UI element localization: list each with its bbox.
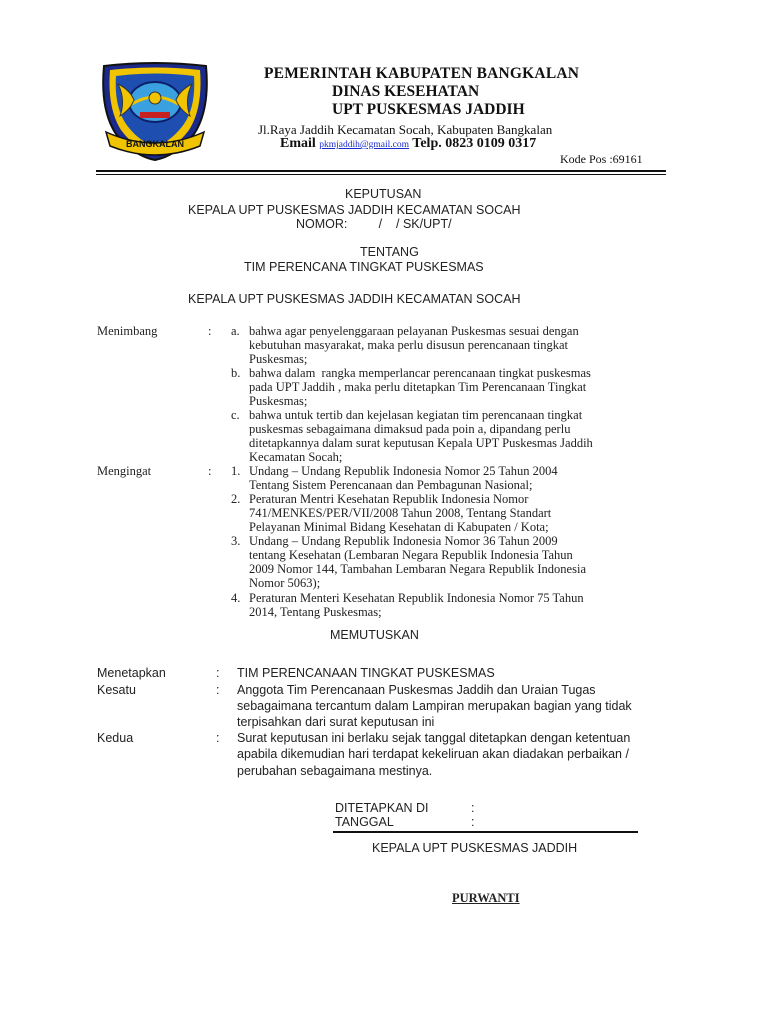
mengingat-2-line: 741/MENKES/PER/VII/2008 Tahun 2008, Tentang Standart bbox=[249, 506, 552, 520]
mengingat-3-line: Nomor 5063); bbox=[249, 576, 321, 590]
phone-number: Telp. 0823 0109 0317 bbox=[412, 136, 537, 151]
email-label: Email bbox=[280, 136, 316, 151]
letterhead-agency: DINAS KESEHATAN bbox=[332, 83, 480, 100]
menimbang-a-line: kebutuhan masyarakat, maka perlu disusun perencanaan tingkat bbox=[249, 338, 568, 352]
memutuskan-heading: MEMUTUSKAN bbox=[330, 628, 419, 642]
kedua-line: perubahan sebagaimana mestinya. bbox=[237, 764, 433, 778]
menetapkan-value: TIM PERENCANAAN TINGKAT PUSKESMAS bbox=[237, 666, 495, 680]
signature-divider bbox=[333, 831, 638, 833]
decree-authority: KEPALA UPT PUSKESMAS JADDIH KECAMATAN SOCAH bbox=[188, 292, 521, 306]
mengingat-marker-3: 3. bbox=[231, 534, 241, 548]
kedua-colon: : bbox=[216, 731, 220, 745]
menimbang-c-line: Kecamatan Socah; bbox=[249, 450, 343, 464]
ditetapkan-di-label: DITETAPKAN DI bbox=[335, 801, 429, 815]
menimbang-c-line: puskesmas sebagaimana dimaksud pada poin a, dipandang perlu bbox=[249, 422, 571, 436]
menetapkan-colon: : bbox=[216, 666, 220, 680]
mengingat-3-line: tentang Kesehatan (Lembaran Negara Republik Indonesia Tahun bbox=[249, 548, 573, 562]
decree-title: KEPUTUSAN bbox=[345, 187, 422, 201]
mengingat-label: Mengingat bbox=[97, 464, 152, 478]
signer-name: PURWANTI bbox=[452, 891, 520, 905]
logo-ribbon-text: BANGKALAN bbox=[126, 139, 184, 149]
mengingat-2-line: Peraturan Mentri Kesehatan Republik Indonesia Nomor bbox=[249, 492, 529, 506]
menimbang-a-line: Puskesmas; bbox=[249, 352, 308, 366]
postal-code: Kode Pos :69161 bbox=[560, 152, 643, 166]
letterhead-address: Jl.Raya Jaddih Kecamatan Socah, Kabupaten Bangkalan bbox=[258, 122, 553, 137]
email-link[interactable]: pkmjaddih@gmail.com bbox=[319, 140, 410, 150]
decree-number: NOMOR: / / SK/UPT/ bbox=[296, 217, 452, 231]
kesatu-line: Anggota Tim Perencanaan Puskesmas Jaddih dan Uraian Tugas bbox=[237, 683, 596, 697]
decree-subject: TIM PERENCANA TINGKAT PUSKESMAS bbox=[244, 260, 484, 274]
menimbang-b-line: Puskesmas; bbox=[249, 394, 308, 408]
tanggal-colon: : bbox=[471, 815, 475, 829]
letterhead-institution: UPT PUSKESMAS JADDIH bbox=[332, 101, 525, 118]
menimbang-marker-a: a. bbox=[231, 324, 240, 338]
letterhead-divider-thin bbox=[96, 174, 666, 175]
decree-issuer: KEPALA UPT PUSKESMAS JADDIH KECAMATAN SOCAH bbox=[188, 203, 521, 217]
kedua-line: Surat keputusan ini berlaku sejak tanggal ditetapkan dengan ketentuan bbox=[237, 731, 631, 745]
menimbang-marker-c: c. bbox=[231, 408, 240, 422]
menimbang-colon: : bbox=[208, 324, 212, 338]
menimbang-c-line: bahwa untuk tertib dan kejelasan kegiatan tim perencanaan tingkat bbox=[249, 408, 583, 422]
letterhead-government: PEMERINTAH KABUPATEN BANGKALAN bbox=[264, 65, 580, 82]
menetapkan-label: Menetapkan bbox=[97, 666, 166, 680]
signer-position: KEPALA UPT PUSKESMAS JADDIH bbox=[372, 841, 578, 855]
mengingat-4-line: Peraturan Menteri Kesehatan Republik Indonesia Nomor 75 Tahun bbox=[249, 591, 584, 605]
menimbang-c-line: ditetapkannya dalam surat keputusan Kepala UPT Puskesmas Jaddih bbox=[249, 436, 593, 450]
ditetapkan-di-colon: : bbox=[471, 801, 475, 815]
kesatu-colon: : bbox=[216, 683, 220, 697]
mengingat-4-line: 2014, Tentang Puskesmas; bbox=[249, 605, 382, 619]
menimbang-a-line: bahwa agar penyelenggaraan pelayanan Puskesmas sesuai dengan bbox=[249, 324, 579, 338]
mengingat-3-line: Undang – Undang Republik Indonesia Nomor 36 Tahun 2009 bbox=[249, 534, 558, 548]
mengingat-1-line: Undang – Undang Republik Indonesia Nomor 25 Tahun 2004 bbox=[249, 464, 558, 478]
mengingat-marker-4: 4. bbox=[231, 591, 241, 605]
mengingat-colon: : bbox=[208, 464, 212, 478]
mengingat-marker-2: 2. bbox=[231, 492, 241, 506]
mengingat-marker-1: 1. bbox=[231, 464, 241, 478]
kesatu-line: terpisahkan dari surat keputusan ini bbox=[237, 715, 435, 729]
menimbang-b-line: bahwa dalam rangka memperlancar perencanaan tingkat puskesmas bbox=[249, 366, 591, 380]
letterhead-contact bbox=[280, 136, 536, 152]
mengingat-2-line: Pelayanan Minimal Bidang Kesehatan di Kabupaten / Kota; bbox=[249, 520, 549, 534]
kesatu-line: sebagaimana tercantum dalam Lampiran merupakan bagian yang tidak bbox=[237, 699, 632, 713]
letterhead-divider-thick bbox=[96, 170, 666, 172]
mengingat-1-line: Tentang Sistem Perencanaan dan Pembagunan Nasional; bbox=[249, 478, 533, 492]
tanggal-label: TANGGAL bbox=[335, 815, 394, 829]
menimbang-label: Menimbang bbox=[97, 324, 158, 338]
kedua-label: Kedua bbox=[97, 731, 134, 745]
menimbang-b-line: pada UPT Jaddih , maka perlu ditetapkan Tim Perencanaan Tingkat bbox=[249, 380, 587, 394]
kesatu-label: Kesatu bbox=[97, 683, 136, 697]
mengingat-3-line: 2009 Nomor 144, Tambahan Lembaran Negara Republik Indonesia bbox=[249, 562, 586, 576]
tentang-label: TENTANG bbox=[360, 245, 419, 259]
kedua-line: apabila dikemudian hari terdapat kekeliruan akan diadakan perbaikan / bbox=[237, 747, 629, 761]
menimbang-marker-b: b. bbox=[231, 366, 241, 380]
bangkalan-regency-logo bbox=[96, 60, 214, 162]
